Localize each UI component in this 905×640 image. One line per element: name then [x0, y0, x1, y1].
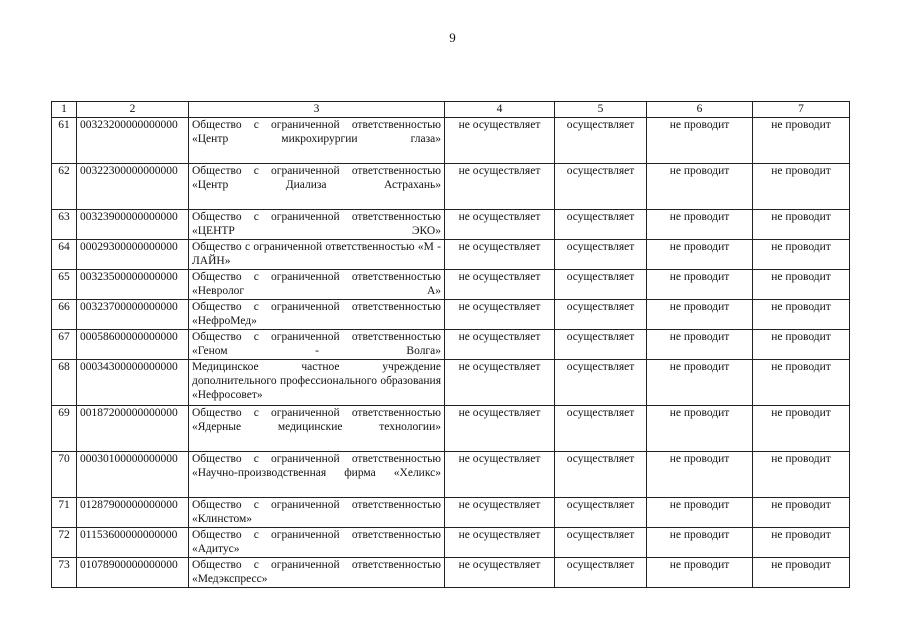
column-4-cell: не осуществляет: [445, 240, 555, 270]
organization-name-cell: Общество с ограниченной ответственностью «М - ЛАЙН»: [189, 240, 445, 270]
table-row: [52, 528, 850, 558]
organization-name-cell: Общество с ограниченной ответственностью «Центр Диализа Астрахань»: [189, 164, 445, 210]
column-7-cell: не проводит: [753, 498, 850, 528]
column-4-cell: не осуществляет: [445, 406, 555, 452]
table-row: [52, 300, 850, 330]
page-number: 9: [449, 30, 456, 45]
organization-name-cell: Общество с ограниченной ответственностью «Медэкспресс»: [189, 558, 445, 588]
registry-code-cell: 01078900000000000: [77, 558, 189, 588]
table-row: [52, 558, 850, 588]
registry-code-cell: 00030100000000000: [77, 452, 189, 498]
column-6-cell: не проводит: [647, 528, 753, 558]
organization-name-cell: Общество с ограниченной ответственностью «Научно-производственная фирма «Хеликс»: [189, 452, 445, 498]
row-number-cell: 61: [52, 118, 77, 164]
column-6-cell: не проводит: [647, 300, 753, 330]
column-5-cell: осуществляет: [555, 118, 647, 164]
column-4-cell: не осуществляет: [445, 452, 555, 498]
column-4-cell: не осуществляет: [445, 528, 555, 558]
column-7-cell: не проводит: [753, 528, 850, 558]
row-number-cell: 71: [52, 498, 77, 528]
column-6-cell: не проводит: [647, 360, 753, 406]
column-5-cell: осуществляет: [555, 360, 647, 406]
table-row: [52, 452, 850, 498]
column-7-cell: не проводит: [753, 330, 850, 360]
column-4-cell: не осуществляет: [445, 498, 555, 528]
column-5-cell: осуществляет: [555, 498, 647, 528]
table-row: [52, 330, 850, 360]
column-header: 3: [189, 102, 445, 118]
table-row: [52, 164, 850, 210]
registry-code-cell: 00029300000000000: [77, 240, 189, 270]
column-header: 7: [753, 102, 850, 118]
column-5-cell: осуществляет: [555, 270, 647, 300]
column-7-cell: не проводит: [753, 360, 850, 406]
table-row: [52, 210, 850, 240]
registry-code-cell: 01153600000000000: [77, 528, 189, 558]
column-7-cell: не проводит: [753, 270, 850, 300]
row-number-cell: 62: [52, 164, 77, 210]
column-header: 5: [555, 102, 647, 118]
row-number-cell: 70: [52, 452, 77, 498]
table-row: [52, 240, 850, 270]
organization-name-cell: Общество с ограниченной ответственностью «Ядерные медицинские технологии»: [189, 406, 445, 452]
column-5-cell: осуществляет: [555, 558, 647, 588]
registry-code-cell: 00323700000000000: [77, 300, 189, 330]
registry-code-cell: 00034300000000000: [77, 360, 189, 406]
row-number-cell: 65: [52, 270, 77, 300]
column-6-cell: не проводит: [647, 558, 753, 588]
column-header: 1: [52, 102, 77, 118]
column-7-cell: не проводит: [753, 452, 850, 498]
organization-name-cell: Общество с ограниченной ответственностью «Клинстом»: [189, 498, 445, 528]
column-5-cell: осуществляет: [555, 330, 647, 360]
column-5-cell: осуществляет: [555, 452, 647, 498]
column-header: 4: [445, 102, 555, 118]
registry-code-cell: 01287900000000000: [77, 498, 189, 528]
organization-name-cell: Общество с ограниченной ответственностью «Адитус»: [189, 528, 445, 558]
column-4-cell: не осуществляет: [445, 330, 555, 360]
organization-name-cell: Общество с ограниченной ответственностью «Центр микрохирургии глаза»: [189, 118, 445, 164]
column-6-cell: не проводит: [647, 240, 753, 270]
table-row: [52, 406, 850, 452]
registry-code-cell: 00323500000000000: [77, 270, 189, 300]
organization-name-cell: Общество с ограниченной ответственностью «Невролог А»: [189, 270, 445, 300]
column-4-cell: не осуществляет: [445, 360, 555, 406]
column-4-cell: не осуществляет: [445, 270, 555, 300]
column-7-cell: не проводит: [753, 406, 850, 452]
column-5-cell: осуществляет: [555, 210, 647, 240]
table-header-row: [52, 102, 850, 118]
column-5-cell: осуществляет: [555, 300, 647, 330]
registry-code-cell: 00058600000000000: [77, 330, 189, 360]
table-row: [52, 498, 850, 528]
organization-name-cell: Общество с ограниченной ответственностью «ЦЕНТР ЭКО»: [189, 210, 445, 240]
row-number-cell: 68: [52, 360, 77, 406]
organization-name-cell: Общество с ограниченной ответственностью «Геном - Волга»: [189, 330, 445, 360]
column-5-cell: осуществляет: [555, 240, 647, 270]
table-row: [52, 118, 850, 164]
row-number-cell: 72: [52, 528, 77, 558]
row-number-cell: 64: [52, 240, 77, 270]
column-7-cell: не проводит: [753, 240, 850, 270]
column-4-cell: не осуществляет: [445, 210, 555, 240]
row-number-cell: 63: [52, 210, 77, 240]
column-7-cell: не проводит: [753, 210, 850, 240]
row-number-cell: 69: [52, 406, 77, 452]
registry-code-cell: 00322300000000000: [77, 164, 189, 210]
registry-code-cell: 00323900000000000: [77, 210, 189, 240]
column-5-cell: осуществляет: [555, 406, 647, 452]
column-4-cell: не осуществляет: [445, 558, 555, 588]
column-6-cell: не проводит: [647, 118, 753, 164]
column-5-cell: осуществляет: [555, 164, 647, 210]
registry-code-cell: 00187200000000000: [77, 406, 189, 452]
column-6-cell: не проводит: [647, 210, 753, 240]
column-5-cell: осуществляет: [555, 528, 647, 558]
column-6-cell: не проводит: [647, 270, 753, 300]
column-7-cell: не проводит: [753, 118, 850, 164]
column-6-cell: не проводит: [647, 330, 753, 360]
row-number-cell: 66: [52, 300, 77, 330]
column-6-cell: не проводит: [647, 164, 753, 210]
column-header: 6: [647, 102, 753, 118]
column-6-cell: не проводит: [647, 498, 753, 528]
row-number-cell: 67: [52, 330, 77, 360]
column-4-cell: не осуществляет: [445, 118, 555, 164]
table-row: [52, 360, 850, 406]
column-7-cell: не проводит: [753, 300, 850, 330]
row-number-cell: 73: [52, 558, 77, 588]
registry-table: [51, 101, 850, 588]
column-header: 2: [77, 102, 189, 118]
column-6-cell: не проводит: [647, 406, 753, 452]
column-6-cell: не проводит: [647, 452, 753, 498]
organization-name-cell: Общество с ограниченной ответственностью «НефроМед»: [189, 300, 445, 330]
table-row: [52, 270, 850, 300]
column-4-cell: не осуществляет: [445, 164, 555, 210]
organization-name-cell: Медицинское частное учреждение дополнительного профессионального образования «Нефросовет»: [189, 360, 445, 406]
column-7-cell: не проводит: [753, 558, 850, 588]
registry-code-cell: 00323200000000000: [77, 118, 189, 164]
column-4-cell: не осуществляет: [445, 300, 555, 330]
column-7-cell: не проводит: [753, 164, 850, 210]
